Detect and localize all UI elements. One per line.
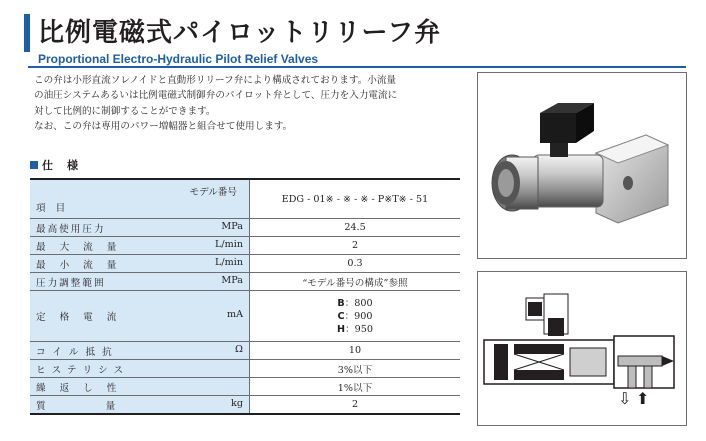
row-unit: MPa [221, 220, 243, 232]
pressure-arrow-icon: ⬆ [636, 389, 650, 408]
drain-arrow-icon: ⇩ [618, 389, 632, 408]
valve-section-drawing [478, 272, 686, 425]
description-line: 対して比例的に制御することができます。 [34, 105, 216, 117]
valve-photo-illustration [478, 73, 686, 258]
row-value: 2 [250, 237, 461, 255]
model-number-value: EDG - 01※ - ※ - ※ - P※T※ - 51 [250, 179, 461, 219]
row-label: 繰返し性 [36, 382, 131, 394]
row-unit: L/min [215, 256, 243, 268]
table-row [30, 360, 460, 378]
description-line: この弁は小形直流ソレノイドと直動形リリーフ弁により構成されております。小流量 [34, 75, 397, 86]
title-divider [28, 66, 686, 68]
item-label: 項目 [36, 203, 76, 214]
rated-current-values: B：800 C：900 H：950 [250, 291, 461, 342]
row-label: ヒステリシス [36, 364, 130, 376]
table-row [30, 273, 460, 291]
heading-square-icon [30, 161, 38, 169]
row-unit: MPa [221, 274, 243, 286]
table-row [30, 237, 460, 255]
table-row [30, 255, 460, 273]
product-photo [477, 72, 687, 259]
table-header-row [30, 179, 460, 219]
row-value: 3%以下 [250, 360, 461, 378]
row-value: 24.5 [250, 219, 461, 237]
row-unit: kg [231, 397, 243, 409]
description-line: の油圧システムあるいは比例電磁式制御弁のパイロット弁として、圧力を入力電流に [34, 90, 398, 102]
table-row [30, 219, 460, 237]
row-unit: L/min [215, 238, 243, 250]
row-value: 1%以下 [250, 378, 461, 396]
row-value: “モデル番号の構成”参照 [250, 273, 461, 291]
spec-table [30, 178, 460, 415]
page-subtitle: Proportional Electro-Hydraulic Pilot Relief Valves [38, 52, 319, 66]
row-label: コイル抵抗 [36, 346, 119, 358]
row-label: 最高使用圧力 [36, 223, 106, 235]
product-description [34, 73, 464, 134]
table-row [30, 291, 460, 342]
description-line: なお、この弁は専用のパワー増幅器と組合せて使用します。 [34, 120, 293, 132]
row-unit: Ω [235, 343, 243, 355]
spec-heading: 仕様 [30, 157, 78, 173]
row-value: 0.3 [250, 255, 461, 273]
row-label: 定格電流 [36, 312, 131, 323]
row-label: 圧力調整範囲 [36, 277, 106, 289]
page-title: 比例電磁式パイロットリリーフ弁 [38, 18, 442, 48]
row-value: 2 [250, 396, 461, 415]
table-row [30, 378, 460, 396]
row-label: 最大流量 [36, 241, 131, 253]
header-item-cell [30, 179, 250, 219]
row-label: 質量 [36, 400, 176, 412]
sectional-diagram [477, 271, 687, 426]
table-row [30, 342, 460, 360]
model-number-label: モデル番号 [189, 187, 237, 198]
table-row [30, 396, 460, 415]
title-accent-bar [24, 14, 30, 52]
row-unit: mA [226, 309, 243, 320]
row-value: 10 [250, 342, 461, 360]
row-label: 最小流量 [36, 259, 131, 271]
